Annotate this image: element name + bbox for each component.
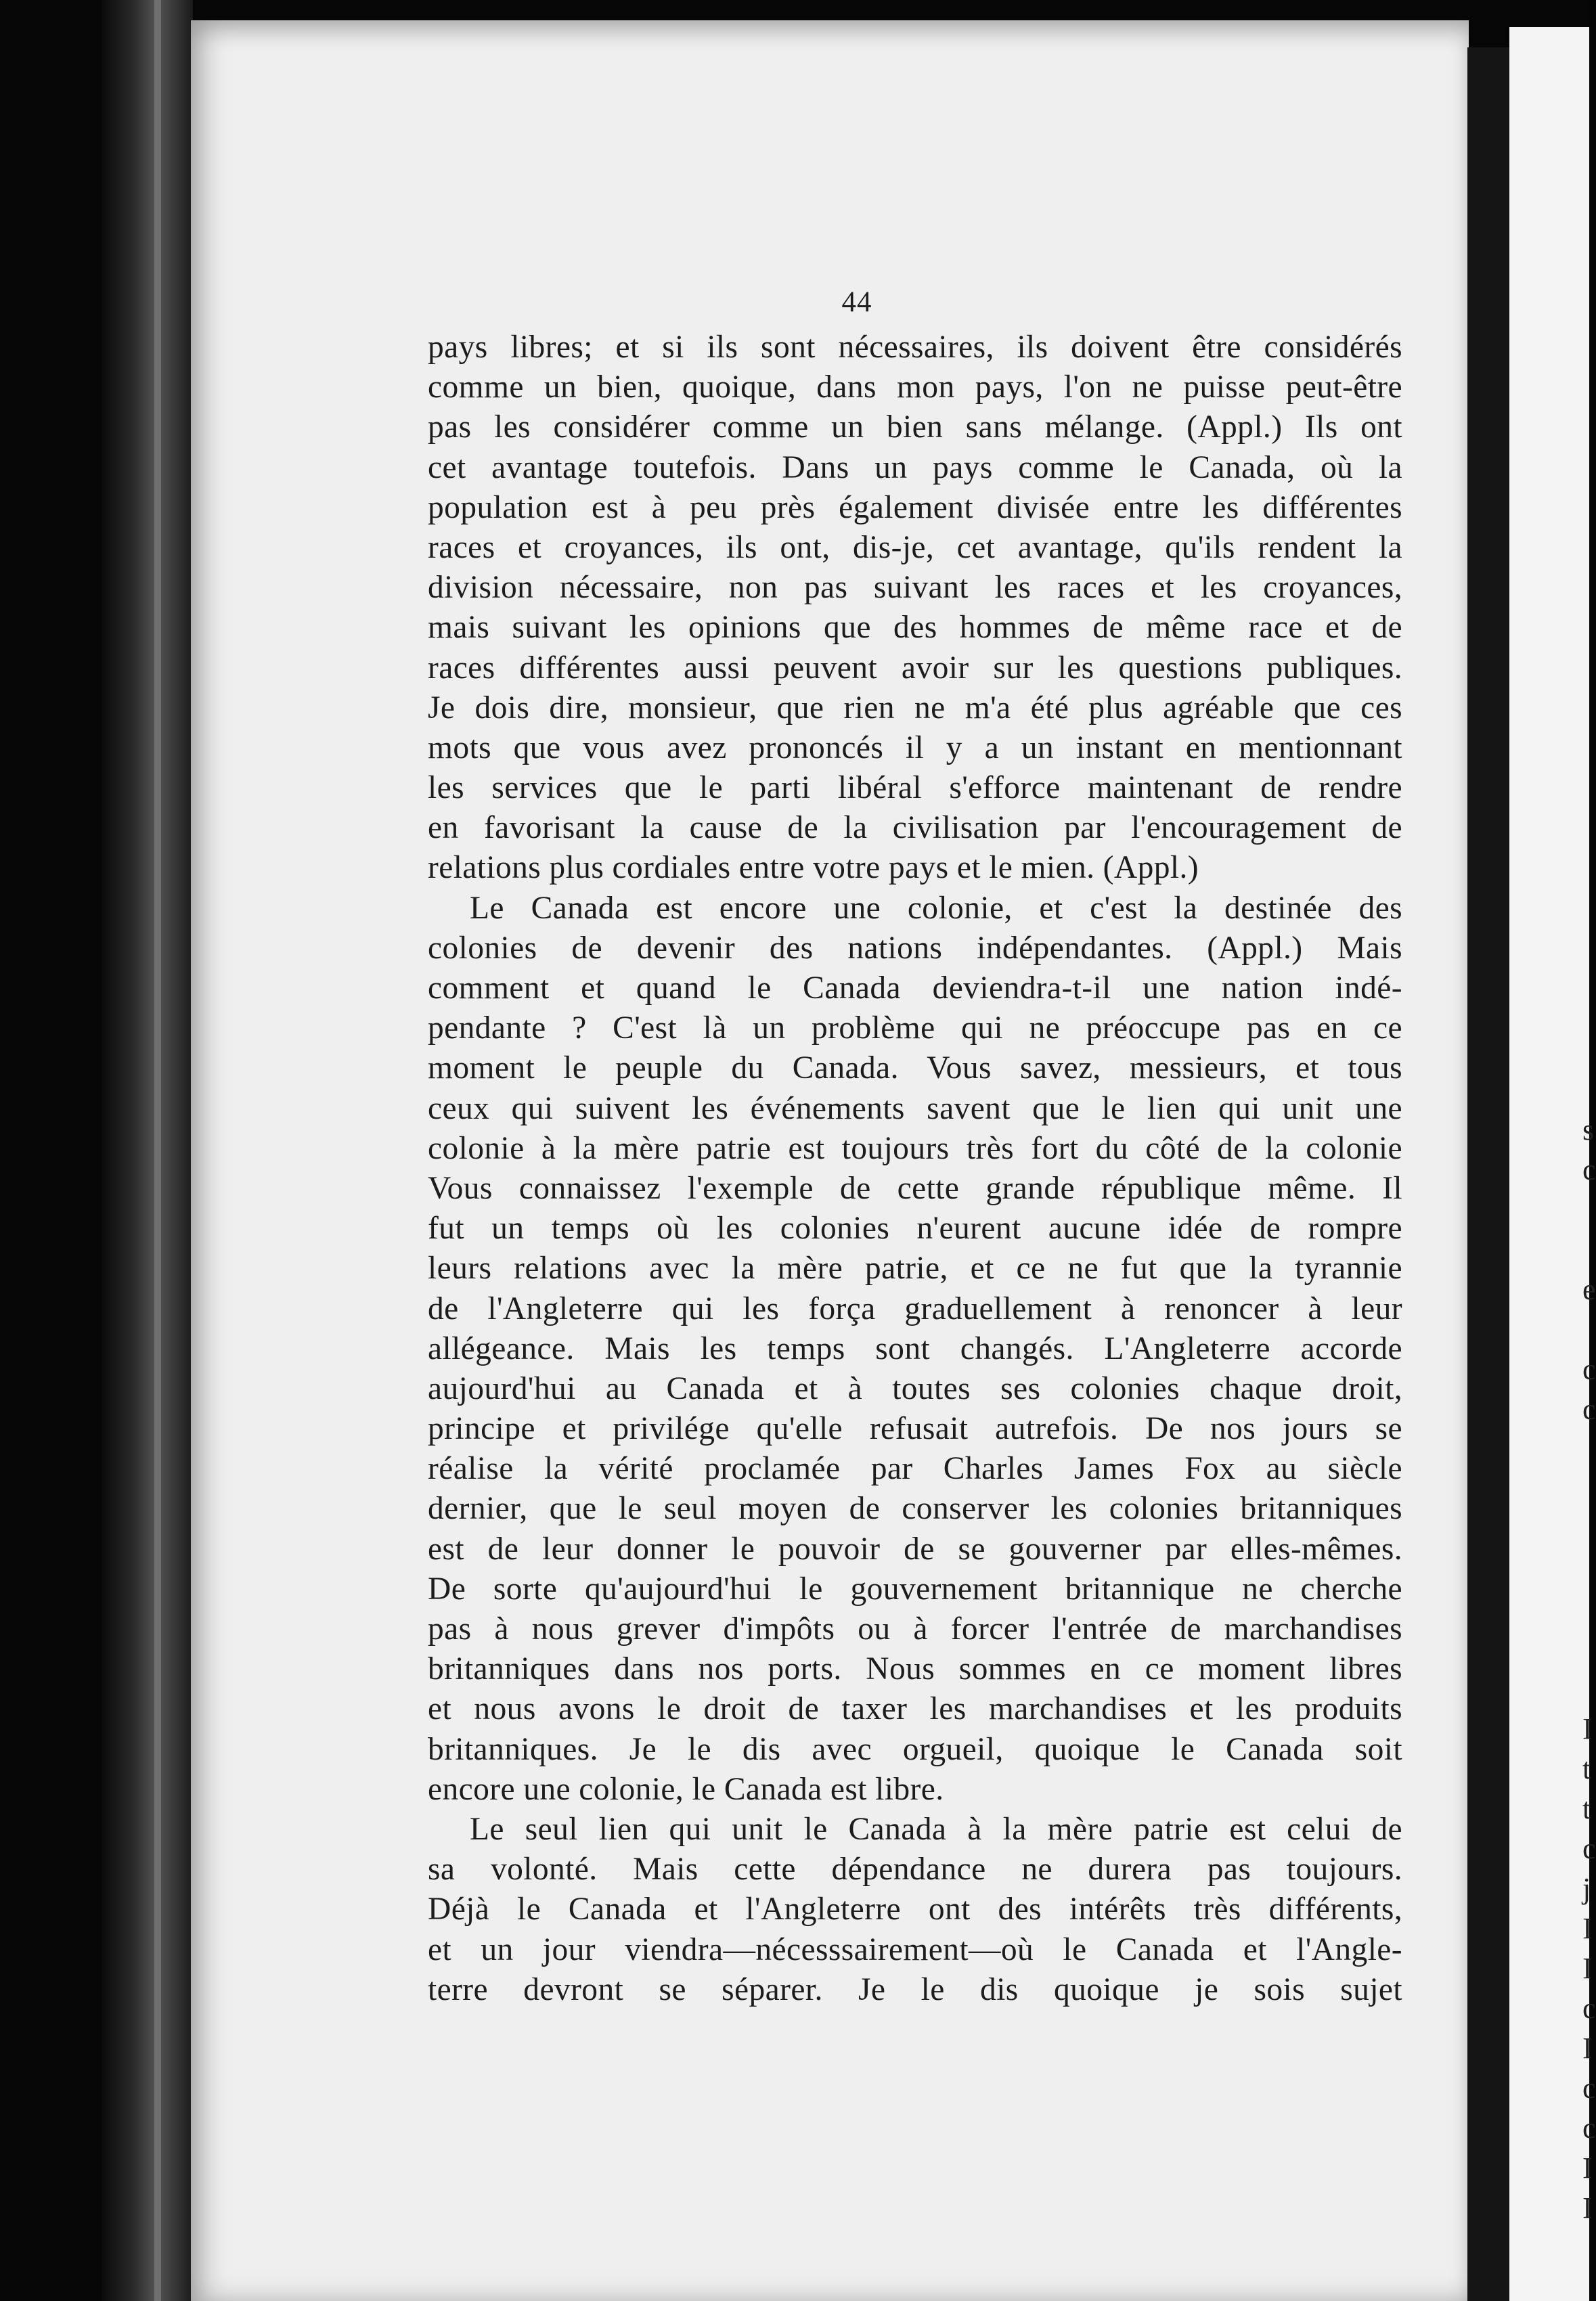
text-line: est de leur donner le pouvoir de se gouverner par elles-mêmes. [428,1531,1402,1567]
text-line: population est à peu près également divisée entre les différentes [428,489,1402,525]
text-line: principe et privilége qu'elle refusait autrefois. De nos jours se [428,1411,1402,1447]
adjacent-page-text-fragment: s c e c c I t t c j I I c I c c I I [1582,1113,1596,2225]
text-line: Le Canada est encore une colonie, et c'est la destinée des [470,890,1402,926]
text-line: leurs relations avec la mère patrie, et ce ne fut que la tyrannie [428,1251,1402,1287]
text-line: pays libres; et si ils sont nécessaires, ils doivent être considérés [428,330,1402,365]
text-line: Le seul lien qui unit le Canada à la mère patrie est celui de [470,1811,1402,1847]
text-line: britanniques dans nos ports. Nous sommes en ce moment libres [428,1651,1402,1687]
text-line: en favorisant la cause de la civilisation par l'encouragement de [428,810,1402,846]
text-line: colonie à la mère patrie est toujours très fort du côté de la colonie [428,1130,1402,1166]
text-line: moment le peuple du Canada. Vous savez, messieurs, et tous [428,1050,1402,1086]
text-line: Vous connaissez l'exemple de cette grande république même. Il [428,1170,1402,1206]
body-text [428,328,1402,2010]
text-line: comment et quand le Canada deviendra-t-il une nation indé- [428,970,1402,1006]
text-line: Déjà le Canada et l'Angleterre ont des intérêts très différents, [428,1892,1402,1927]
text-line: cet avantage toutefois. Dans un pays comme le Canada, où la [428,449,1402,485]
text-line: races différentes aussi peuvent avoir sur les questions publiques. [428,650,1402,686]
text-line: colonies de devenir des nations indépendantes. (Appl.) Mais [428,930,1402,966]
text-line: et nous avons le droit de taxer les marchandises et les produits [428,1691,1402,1727]
page-gutter [1467,47,1509,2301]
text-line: sa volonté. Mais cette dépendance ne durera pas toujours. [428,1852,1402,1887]
text-line: De sorte qu'aujourd'hui le gouvernement britannique ne cherche [428,1571,1402,1607]
text-line: mots que vous avez prononcés il y a un instant en mentionnant [428,730,1402,765]
text-line: aujourd'hui au Canada et à toutes ses colonies chaque droit, [428,1370,1402,1406]
text-line: allégeance. Mais les temps sont changés. L'Angleterre accorde [428,1331,1402,1366]
text-line: fut un temps où les colonies n'eurent aucune idée de rompre [428,1211,1402,1247]
text-line: Je dois dire, monsieur, que rien ne m'a été plus agréable que ces [428,690,1402,725]
text-line: terre devront se séparer. Je le dis quoique je sois sujet [428,1971,1402,2007]
adjacent-page [1509,27,1596,2301]
text-line: pas à nous grever d'impôts ou à forcer l'entrée de marchandises [428,1611,1402,1647]
text-line: mais suivant les opinions que des hommes de même race et de [428,610,1402,646]
text-line: et un jour viendra—nécesssairement—où le Canada et l'Angle- [428,1931,1402,1967]
text-line: relations plus cordiales entre votre pays et le mien. (Appl.) [428,850,1199,886]
text-line: ceux qui suivent les événements savent que le lien qui unit une [428,1090,1402,1126]
book-binding [102,0,193,2301]
text-line: britanniques. Je le dis avec orgueil, quoique le Canada soit [428,1731,1402,1767]
text-line: comme un bien, quoique, dans mon pays, l'on ne puisse peut-être [428,370,1402,405]
binding-highlight [154,0,161,2301]
text-line: encore une colonie, le Canada est libre. [428,1771,944,1807]
text-line: pendante ? C'est là un problème qui ne préoccupe pas en ce [428,1010,1402,1046]
text-line: les services que le parti libéral s'efforce maintenant de rendre [428,770,1402,806]
text-line: races et croyances, ils ont, dis-je, cet avantage, qu'ils rendent la [428,529,1402,565]
text-line: division nécessaire, non pas suivant les races et les croyances, [428,570,1402,606]
text-line: dernier, que le seul moyen de conserver les colonies britanniques [428,1491,1402,1527]
text-line: pas les considérer comme un bien sans mélange. (Appl.) Ils ont [428,409,1402,445]
text-line: de l'Angleterre qui les força graduellement à renoncer à leur [428,1291,1402,1326]
text-line: réalise la vérité proclamée par Charles James Fox au siècle [428,1451,1402,1487]
page-number: 44 [841,286,872,318]
